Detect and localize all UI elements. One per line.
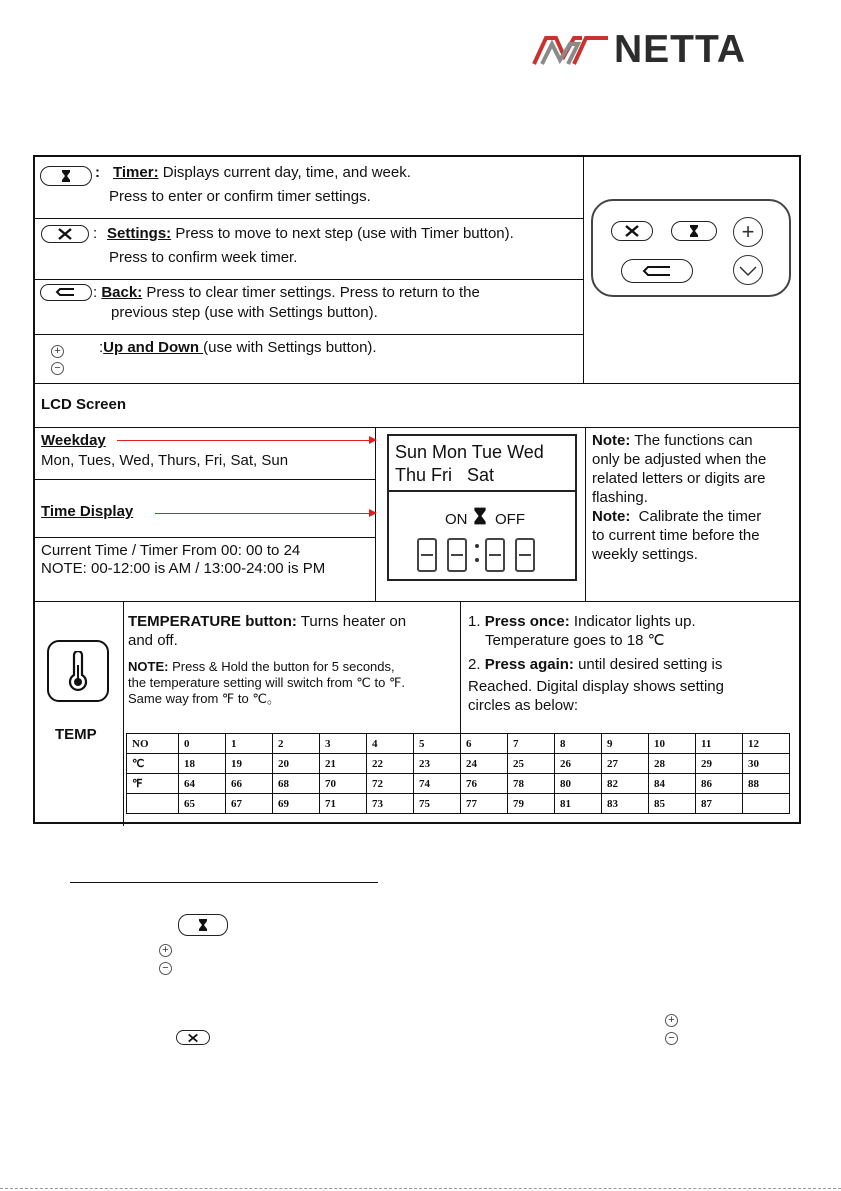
temp-table-cell: 87 <box>696 794 743 814</box>
minus-icon[interactable]: − <box>51 362 64 375</box>
temp-label: TEMP <box>55 726 97 743</box>
back-desc: : Back: Press to clear timer settings. Press to return to the <box>93 284 480 301</box>
temp-table-cell: 0 <box>179 734 226 754</box>
temp-table-cell: 82 <box>602 774 649 794</box>
back-button[interactable] <box>40 284 92 301</box>
temp-table-cell: 73 <box>367 794 414 814</box>
temp-table-cell: 68 <box>273 774 320 794</box>
plus-icon[interactable]: + <box>665 1014 678 1027</box>
minus-icon[interactable]: − <box>159 962 172 975</box>
tools-icon <box>624 224 640 238</box>
temp-table-row <box>127 794 790 814</box>
time-range: Current Time / Timer From 00: 00 to 24 <box>41 542 301 559</box>
temperature-table <box>126 733 790 814</box>
temp-table-cell: 3 <box>320 734 367 754</box>
hourglass-icon <box>198 919 208 931</box>
temp-table-cell: 71 <box>320 794 367 814</box>
temp-table-cell: 64 <box>179 774 226 794</box>
temp-table-cell: 27 <box>602 754 649 774</box>
temp-table-cell: 20 <box>273 754 320 774</box>
temp-table-cell: 21 <box>320 754 367 774</box>
hourglass-icon <box>689 225 699 237</box>
temp-table-cell: 88 <box>743 774 790 794</box>
temp-table-cell: 77 <box>461 794 508 814</box>
temp-table-cell: 11 <box>696 734 743 754</box>
temp-button[interactable] <box>47 640 109 702</box>
temp-button-desc: TEMPERATURE button: Turns heater on <box>128 613 407 630</box>
temp-table-cell: 2 <box>273 734 320 754</box>
temp-table-cell: 5 <box>414 734 461 754</box>
temp-table-cell: 4 <box>367 734 414 754</box>
temp-table-cell: 66 <box>226 774 273 794</box>
updown-desc: :Up and Down (use with Settings button). <box>99 339 377 356</box>
temp-table-row <box>127 754 790 774</box>
temp-table-cell: 81 <box>555 794 602 814</box>
hourglass-icon <box>473 506 487 526</box>
panel-plus-icon[interactable]: + <box>733 217 763 247</box>
settings-button[interactable] <box>176 1030 210 1045</box>
netta-logo <box>530 30 770 70</box>
logo-brand-text: NETTA <box>614 28 747 71</box>
temp-table-cell: 83 <box>602 794 649 814</box>
temp-table-cell: 70 <box>320 774 367 794</box>
tools-icon <box>187 1033 199 1043</box>
temp-table-cell: 1 <box>226 734 273 754</box>
plus-icon[interactable]: + <box>159 944 172 957</box>
temp-table-cell: ℉ <box>127 774 179 794</box>
panel-settings-button[interactable] <box>611 221 653 241</box>
minus-icon[interactable]: − <box>665 1032 678 1045</box>
temp-table-cell: 75 <box>414 794 461 814</box>
hourglass-icon <box>61 170 71 182</box>
temp-table-cell: 80 <box>555 774 602 794</box>
temp-table-cell: 78 <box>508 774 555 794</box>
temp-table-cell: 10 <box>649 734 696 754</box>
temp-table-cell: ℃ <box>127 754 179 774</box>
time-display-label: Time Display <box>41 503 134 520</box>
panel-back-button[interactable] <box>621 259 693 283</box>
thermometer-icon <box>67 651 89 691</box>
weekday-values: Mon, Tues, Wed, Thurs, Fri, Sat, Sun <box>41 452 289 469</box>
temp-table-cell: 76 <box>461 774 508 794</box>
temp-table-cell: 79 <box>508 794 555 814</box>
control-panel <box>591 199 791 297</box>
temp-table-cell: 72 <box>367 774 414 794</box>
back-arrow-icon <box>54 287 78 299</box>
section-underline <box>70 882 378 883</box>
back-arrow-icon <box>640 264 674 278</box>
temp-table-cell: 85 <box>649 794 696 814</box>
instruction-table: : Timer: Displays current day, time, and week. Press to enter or confirm timer settings. : Settings: Press to move to next step (use with Timer button). Press to confirm week timer. : Back: Press to clear timer settings. Press to return to the previous step (use with Settings button). + − :Up and Down (use with Settings button). + LCD Screen Weekday Mon, Tues, Wed, Thurs, Fri, Sat, Sun Time Display Current Time / Timer From 00: 00 to 24 NOTE: 00-12:00 is AM / 13:00-24:00 is PM Sun Mon Tue Wed Thu Fri Sat ON OFF Note: The functions can only be adjusted when the related letters or digits are flashing. Note: Calibrate the timer to current time before the weekly settings. TEMP TEMPERATURE button: Turns heater on and off. NOTE: Press & Hold the button for 5 seconds, the temperature setting will switch from ℃ to ℉. Same way from ℉ to ℃。 1. Press once: Indicator lights up. Temperature goes to 18 ℃ 2. Press again: until desired setting is Reached. Digital display shows setting circles as below: <box>33 155 801 824</box>
temp-table-cell: 28 <box>649 754 696 774</box>
time-note: NOTE: 00-12:00 is AM / 13:00-24:00 is PM <box>41 560 326 577</box>
settings-desc: Settings: Press to move to next step (use with Timer button). <box>107 225 514 242</box>
timer-desc: Timer: Displays current day, time, and week. <box>113 164 411 181</box>
temp-table-cell: 12 <box>743 734 790 754</box>
lcd-heading: LCD Screen <box>41 396 127 413</box>
temp-table-cell: 29 <box>696 754 743 774</box>
temp-table-cell: 69 <box>273 794 320 814</box>
settings-button[interactable] <box>41 225 89 243</box>
temp-table-row <box>127 734 790 754</box>
note-flashing: Note: The functions can <box>592 432 753 449</box>
temp-table-cell: 86 <box>696 774 743 794</box>
timer-button[interactable] <box>40 166 92 186</box>
netta-logo-mark-icon <box>530 30 614 70</box>
timer-button[interactable] <box>178 914 228 936</box>
temp-table-cell: 7 <box>508 734 555 754</box>
step-press-again: 2. Press again: until desired setting is <box>468 656 723 673</box>
temp-table-cell: 22 <box>367 754 414 774</box>
temp-table-cell: 19 <box>226 754 273 774</box>
temp-table-cell: 25 <box>508 754 555 774</box>
temp-unit-note: NOTE: Press & Hold the button for 5 seconds, <box>128 659 395 674</box>
temp-table-cell: 30 <box>743 754 790 774</box>
temp-table-cell: 23 <box>414 754 461 774</box>
temp-table-cell <box>743 794 790 814</box>
plus-icon[interactable]: + <box>51 345 64 358</box>
temp-table-cell: 8 <box>555 734 602 754</box>
panel-timer-button[interactable] <box>671 221 717 241</box>
temp-table-row <box>127 774 790 794</box>
temp-table-cell: 74 <box>414 774 461 794</box>
temp-table-cell: 6 <box>461 734 508 754</box>
temp-table-cell: 67 <box>226 794 273 814</box>
lcd-time-display: ON OFF <box>387 490 577 581</box>
chevron-down-icon <box>738 265 758 277</box>
lcd-weekday-display: Sun Mon Tue Wed Thu Fri Sat <box>387 434 577 492</box>
temp-table-cell: 18 <box>179 754 226 774</box>
temp-table-cell: 24 <box>461 754 508 774</box>
temp-table-cell <box>127 794 179 814</box>
note-calibrate: Note: Calibrate the timer <box>592 508 762 525</box>
panel-minus-icon[interactable] <box>733 255 763 285</box>
temp-table-cell: 26 <box>555 754 602 774</box>
page-edge <box>0 1188 841 1189</box>
tools-icon <box>57 227 73 241</box>
weekday-label: Weekday <box>41 432 106 449</box>
temp-table-cell: NO <box>127 734 179 754</box>
temp-table-cell: 65 <box>179 794 226 814</box>
temp-table-cell: 9 <box>602 734 649 754</box>
step-press-once: 1. Press once: Indicator lights up. <box>468 613 696 630</box>
temp-table-cell: 84 <box>649 774 696 794</box>
